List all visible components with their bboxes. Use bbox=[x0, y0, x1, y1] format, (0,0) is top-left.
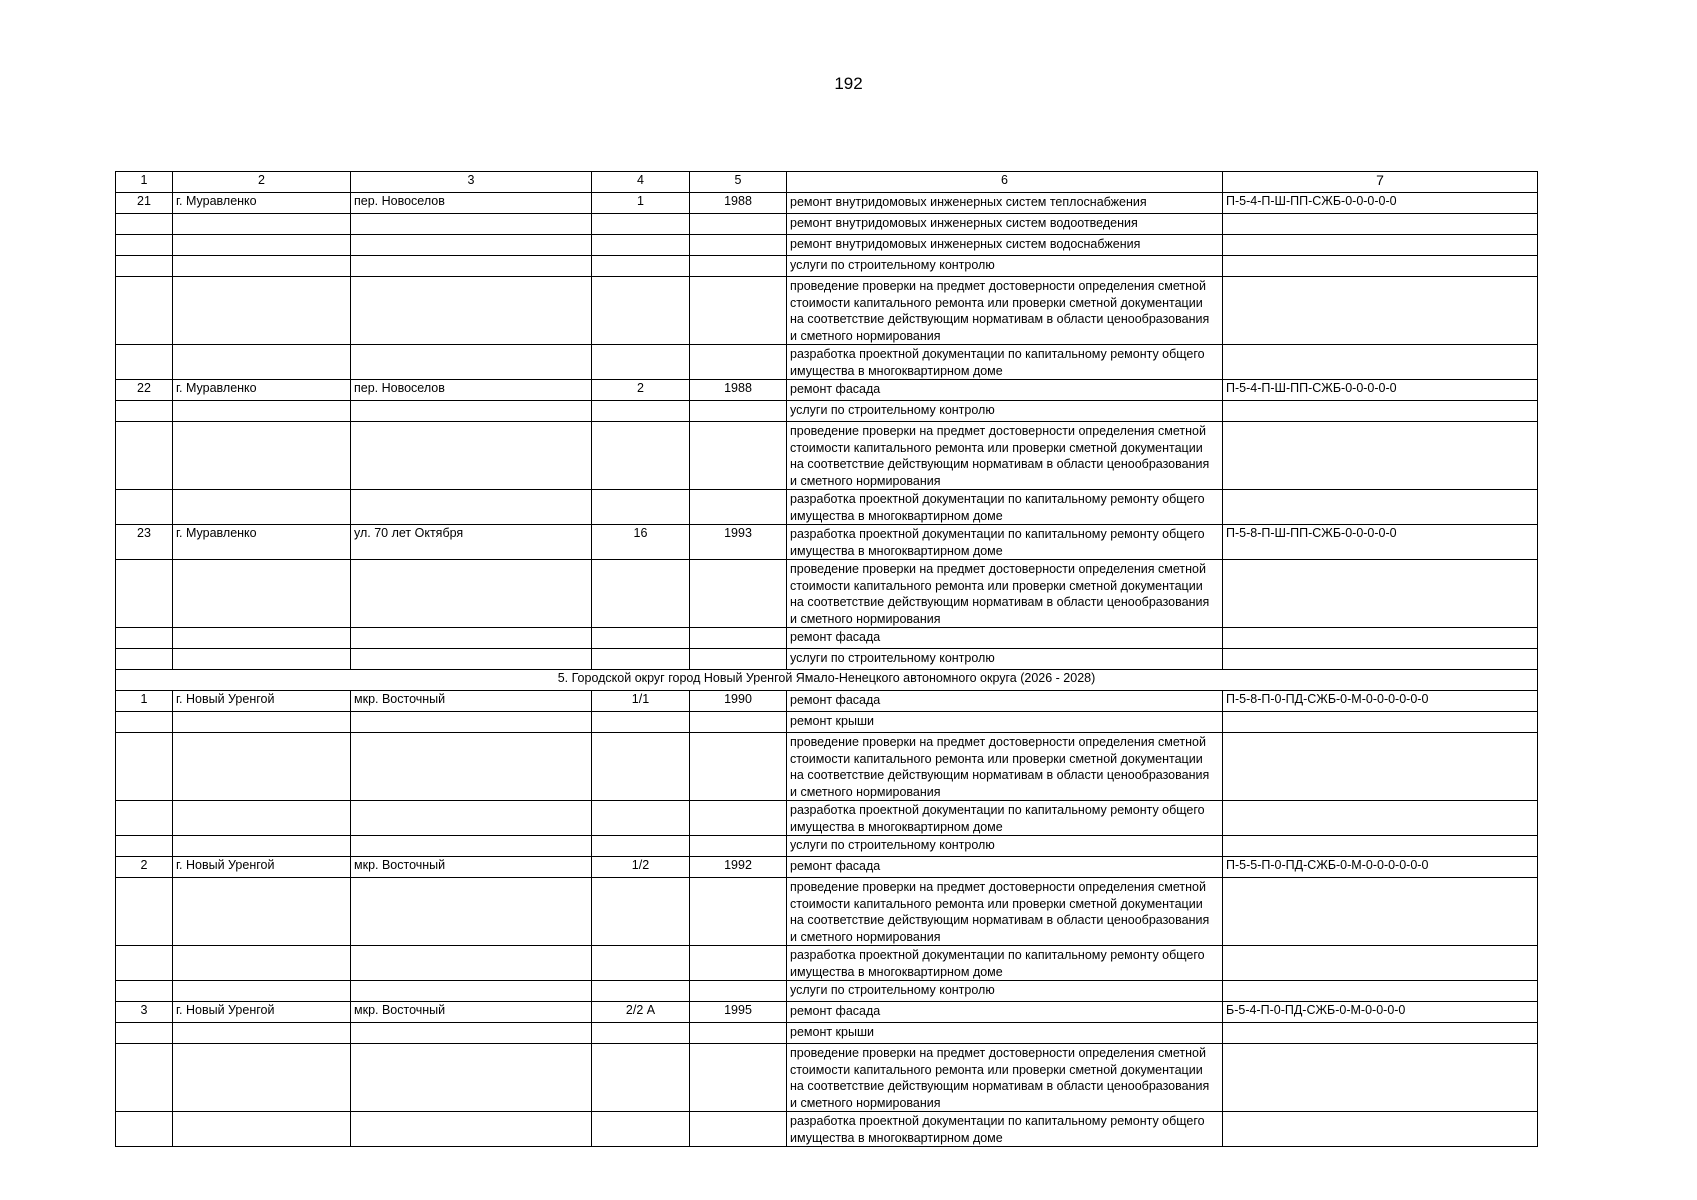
house-number-cell bbox=[592, 256, 690, 277]
street-cell: мкр. Восточный bbox=[351, 1002, 592, 1023]
house-number-cell bbox=[592, 1044, 690, 1112]
street-cell bbox=[351, 712, 592, 733]
row-number-cell: 22 bbox=[116, 380, 173, 401]
build-year-cell bbox=[690, 560, 787, 628]
table-row bbox=[116, 525, 1538, 560]
house-number-cell bbox=[592, 560, 690, 628]
row-number-cell bbox=[116, 214, 173, 235]
city-cell bbox=[173, 628, 351, 649]
city-cell bbox=[173, 345, 351, 380]
house-code-cell bbox=[1223, 277, 1538, 345]
build-year-cell bbox=[690, 235, 787, 256]
work-type-cell: разработка проектной документации по капитальному ремонту общего имущества в многоквартирном доме bbox=[787, 946, 1223, 981]
city-cell: г. Муравленко bbox=[173, 380, 351, 401]
house-code-cell: П-5-5-П-0-ПД-СЖБ-0-М-0-0-0-0-0-0 bbox=[1223, 857, 1538, 878]
house-number-cell bbox=[592, 733, 690, 801]
house-code-cell: П-5-8-П-0-ПД-СЖБ-0-М-0-0-0-0-0-0 bbox=[1223, 691, 1538, 712]
build-year-cell bbox=[690, 345, 787, 380]
table-row bbox=[116, 193, 1538, 214]
build-year-cell bbox=[690, 733, 787, 801]
row-number-cell bbox=[116, 1044, 173, 1112]
street-cell bbox=[351, 1023, 592, 1044]
table-row bbox=[116, 733, 1538, 801]
street-cell: мкр. Восточный bbox=[351, 857, 592, 878]
street-cell bbox=[351, 1112, 592, 1147]
row-number-cell bbox=[116, 946, 173, 981]
table-row bbox=[116, 560, 1538, 628]
row-number-cell bbox=[116, 733, 173, 801]
header-cell: 5 bbox=[690, 172, 787, 193]
street-cell bbox=[351, 801, 592, 836]
street-cell bbox=[351, 277, 592, 345]
street-cell bbox=[351, 649, 592, 670]
city-cell bbox=[173, 836, 351, 857]
table-row bbox=[116, 256, 1538, 277]
row-number-cell bbox=[116, 235, 173, 256]
street-cell: пер. Новоселов bbox=[351, 193, 592, 214]
house-code-cell bbox=[1223, 946, 1538, 981]
house-number-cell: 1 bbox=[592, 193, 690, 214]
city-cell: г. Муравленко bbox=[173, 193, 351, 214]
row-number-cell bbox=[116, 981, 173, 1002]
header-cell: 6 bbox=[787, 172, 1223, 193]
house-code-cell bbox=[1223, 345, 1538, 380]
build-year-cell: 1990 bbox=[690, 691, 787, 712]
house-code-cell bbox=[1223, 836, 1538, 857]
work-type-cell: проведение проверки на предмет достоверности определения сметной стоимости капитального ремонта или проверки сметной документации на соответствие действующим нормативам в области ценообразования и сметного нормирования bbox=[787, 1044, 1223, 1112]
section-title: 5. Городской округ город Новый Уренгой Ямало-Ненецкого автономного округа (2026 - 2028) bbox=[116, 670, 1538, 691]
row-number-cell bbox=[116, 277, 173, 345]
row-number-cell bbox=[116, 1112, 173, 1147]
build-year-cell bbox=[690, 1044, 787, 1112]
row-number-cell bbox=[116, 836, 173, 857]
house-number-cell bbox=[592, 1112, 690, 1147]
house-number-cell bbox=[592, 277, 690, 345]
street-cell bbox=[351, 401, 592, 422]
street-cell bbox=[351, 733, 592, 801]
work-type-cell: ремонт внутридомовых инженерных систем теплоснабжения bbox=[787, 193, 1223, 214]
build-year-cell bbox=[690, 214, 787, 235]
table-row bbox=[116, 981, 1538, 1002]
house-code-cell: Б-5-4-П-0-ПД-СЖБ-0-М-0-0-0-0 bbox=[1223, 1002, 1538, 1023]
house-code-cell bbox=[1223, 235, 1538, 256]
table-row bbox=[116, 649, 1538, 670]
work-type-cell: ремонт внутридомовых инженерных систем водоснабжения bbox=[787, 235, 1223, 256]
work-type-cell: проведение проверки на предмет достоверности определения сметной стоимости капитального ремонта или проверки сметной документации на соответствие действующим нормативам в области ценообразования и сметного нормирования bbox=[787, 733, 1223, 801]
house-code-cell bbox=[1223, 1023, 1538, 1044]
build-year-cell: 1992 bbox=[690, 857, 787, 878]
house-code-cell bbox=[1223, 801, 1538, 836]
house-code-cell bbox=[1223, 878, 1538, 946]
street-cell bbox=[351, 345, 592, 380]
work-type-cell: услуги по строительному контролю bbox=[787, 649, 1223, 670]
row-number-cell bbox=[116, 649, 173, 670]
city-cell bbox=[173, 733, 351, 801]
house-number-cell bbox=[592, 235, 690, 256]
table-row bbox=[116, 836, 1538, 857]
header-cell: 2 bbox=[173, 172, 351, 193]
build-year-cell bbox=[690, 712, 787, 733]
build-year-cell: 1988 bbox=[690, 193, 787, 214]
house-code-cell bbox=[1223, 1044, 1538, 1112]
street-cell bbox=[351, 946, 592, 981]
work-type-cell: проведение проверки на предмет достоверности определения сметной стоимости капитального ремонта или проверки сметной документации на соответствие действующим нормативам в области ценообразования и сметного нормирования bbox=[787, 422, 1223, 490]
city-cell bbox=[173, 235, 351, 256]
street-cell bbox=[351, 560, 592, 628]
house-number-cell: 1/1 bbox=[592, 691, 690, 712]
table-row bbox=[116, 401, 1538, 422]
build-year-cell bbox=[690, 878, 787, 946]
house-code-cell: П-5-8-П-Ш-ПП-СЖБ-0-0-0-0-0 bbox=[1223, 525, 1538, 560]
row-number-cell bbox=[116, 1023, 173, 1044]
house-code-cell bbox=[1223, 733, 1538, 801]
house-number-cell bbox=[592, 628, 690, 649]
page-number: 192 bbox=[834, 74, 863, 93]
build-year-cell bbox=[690, 649, 787, 670]
build-year-cell bbox=[690, 1023, 787, 1044]
build-year-cell bbox=[690, 801, 787, 836]
city-cell bbox=[173, 422, 351, 490]
city-cell bbox=[173, 1044, 351, 1112]
house-number-cell bbox=[592, 214, 690, 235]
house-code-cell bbox=[1223, 490, 1538, 525]
house-number-cell bbox=[592, 490, 690, 525]
city-cell bbox=[173, 1112, 351, 1147]
house-code-cell bbox=[1223, 981, 1538, 1002]
city-cell: г. Новый Уренгой bbox=[173, 857, 351, 878]
city-cell bbox=[173, 490, 351, 525]
city-cell bbox=[173, 801, 351, 836]
row-number-cell bbox=[116, 801, 173, 836]
city-cell bbox=[173, 981, 351, 1002]
table-row bbox=[116, 490, 1538, 525]
house-code-cell: П-5-4-П-Ш-ПП-СЖБ-0-0-0-0-0 bbox=[1223, 193, 1538, 214]
row-number-cell bbox=[116, 628, 173, 649]
city-cell bbox=[173, 214, 351, 235]
header-row bbox=[116, 172, 1538, 193]
table-row bbox=[116, 946, 1538, 981]
table-row bbox=[116, 691, 1538, 712]
house-number-cell bbox=[592, 801, 690, 836]
row-number-cell bbox=[116, 345, 173, 380]
work-type-cell: проведение проверки на предмет достоверности определения сметной стоимости капитального ремонта или проверки сметной документации на соответствие действующим нормативам в области ценообразования и сметного нормирования bbox=[787, 277, 1223, 345]
house-number-cell: 16 bbox=[592, 525, 690, 560]
build-year-cell bbox=[690, 422, 787, 490]
house-number-cell bbox=[592, 401, 690, 422]
house-number-cell: 1/2 bbox=[592, 857, 690, 878]
work-type-cell: ремонт внутридомовых инженерных систем водоотведения bbox=[787, 214, 1223, 235]
house-number-cell bbox=[592, 878, 690, 946]
header-cell: 1 bbox=[116, 172, 173, 193]
row-number-cell bbox=[116, 712, 173, 733]
build-year-cell bbox=[690, 946, 787, 981]
build-year-cell: 1988 bbox=[690, 380, 787, 401]
street-cell bbox=[351, 878, 592, 946]
work-type-cell: проведение проверки на предмет достоверности определения сметной стоимости капитального ремонта или проверки сметной документации на соответствие действующим нормативам в области ценообразования и сметного нормирования bbox=[787, 560, 1223, 628]
table-row bbox=[116, 1023, 1538, 1044]
row-number-cell bbox=[116, 256, 173, 277]
house-number-cell bbox=[592, 345, 690, 380]
table-row bbox=[116, 380, 1538, 401]
build-year-cell bbox=[690, 256, 787, 277]
build-year-cell bbox=[690, 981, 787, 1002]
house-number-cell bbox=[592, 649, 690, 670]
work-type-cell: ремонт фасада bbox=[787, 691, 1223, 712]
section-heading-row bbox=[116, 670, 1538, 691]
build-year-cell bbox=[690, 277, 787, 345]
table-row bbox=[116, 1002, 1538, 1023]
row-number-cell: 1 bbox=[116, 691, 173, 712]
city-cell: г. Муравленко bbox=[173, 525, 351, 560]
work-type-cell: ремонт фасада bbox=[787, 1002, 1223, 1023]
city-cell bbox=[173, 878, 351, 946]
house-code-cell bbox=[1223, 560, 1538, 628]
house-code-cell bbox=[1223, 214, 1538, 235]
city-cell bbox=[173, 1023, 351, 1044]
work-type-cell: разработка проектной документации по капитальному ремонту общего имущества в многоквартирном доме bbox=[787, 1112, 1223, 1147]
work-type-cell: разработка проектной документации по капитальному ремонту общего имущества в многоквартирном доме bbox=[787, 801, 1223, 836]
table-row bbox=[116, 277, 1538, 345]
work-type-cell: ремонт фасада bbox=[787, 628, 1223, 649]
row-number-cell bbox=[116, 422, 173, 490]
work-type-cell: проведение проверки на предмет достоверности определения сметной стоимости капитального ремонта или проверки сметной документации на соответствие действующим нормативам в области ценообразования и сметного нормирования bbox=[787, 878, 1223, 946]
house-number-cell bbox=[592, 1023, 690, 1044]
work-type-cell: разработка проектной документации по капитальному ремонту общего имущества в многоквартирном доме bbox=[787, 490, 1223, 525]
build-year-cell: 1993 bbox=[690, 525, 787, 560]
row-number-cell bbox=[116, 490, 173, 525]
row-number-cell bbox=[116, 560, 173, 628]
work-type-cell: ремонт крыши bbox=[787, 712, 1223, 733]
build-year-cell bbox=[690, 401, 787, 422]
table-row bbox=[116, 712, 1538, 733]
street-cell bbox=[351, 1044, 592, 1112]
house-code-cell bbox=[1223, 649, 1538, 670]
house-number-cell: 2 bbox=[592, 380, 690, 401]
house-number-cell bbox=[592, 712, 690, 733]
table-row bbox=[116, 878, 1538, 946]
table-row bbox=[116, 1112, 1538, 1147]
house-code-cell: П-5-4-П-Ш-ПП-СЖБ-0-0-0-0-0 bbox=[1223, 380, 1538, 401]
city-cell bbox=[173, 560, 351, 628]
build-year-cell: 1995 bbox=[690, 1002, 787, 1023]
table-row bbox=[116, 422, 1538, 490]
header-cell: 3 bbox=[351, 172, 592, 193]
street-cell bbox=[351, 628, 592, 649]
work-type-cell: услуги по строительному контролю bbox=[787, 256, 1223, 277]
row-number-cell: 23 bbox=[116, 525, 173, 560]
house-code-cell bbox=[1223, 422, 1538, 490]
house-number-cell bbox=[592, 981, 690, 1002]
street-cell bbox=[351, 214, 592, 235]
house-number-cell: 2/2 А bbox=[592, 1002, 690, 1023]
city-cell bbox=[173, 946, 351, 981]
house-code-cell bbox=[1223, 712, 1538, 733]
city-cell: г. Новый Уренгой bbox=[173, 1002, 351, 1023]
capital-repair-table bbox=[115, 171, 1538, 1147]
table-row bbox=[116, 628, 1538, 649]
street-cell: пер. Новоселов bbox=[351, 380, 592, 401]
row-number-cell bbox=[116, 878, 173, 946]
table-row bbox=[116, 1044, 1538, 1112]
work-type-cell: услуги по строительному контролю bbox=[787, 401, 1223, 422]
row-number-cell: 2 bbox=[116, 857, 173, 878]
row-number-cell: 21 bbox=[116, 193, 173, 214]
house-number-cell bbox=[592, 422, 690, 490]
city-cell bbox=[173, 277, 351, 345]
header-cell: 7 bbox=[1223, 172, 1538, 193]
street-cell bbox=[351, 256, 592, 277]
city-cell bbox=[173, 649, 351, 670]
work-type-cell: разработка проектной документации по капитальному ремонту общего имущества в многоквартирном доме bbox=[787, 345, 1223, 380]
row-number-cell: 3 bbox=[116, 1002, 173, 1023]
build-year-cell bbox=[690, 836, 787, 857]
build-year-cell bbox=[690, 628, 787, 649]
table-row bbox=[116, 801, 1538, 836]
work-type-cell: ремонт фасада bbox=[787, 857, 1223, 878]
table-row bbox=[116, 857, 1538, 878]
work-type-cell: ремонт крыши bbox=[787, 1023, 1223, 1044]
table-row bbox=[116, 235, 1538, 256]
street-cell: ул. 70 лет Октября bbox=[351, 525, 592, 560]
table-row bbox=[116, 345, 1538, 380]
build-year-cell bbox=[690, 490, 787, 525]
row-number-cell bbox=[116, 401, 173, 422]
work-type-cell: ремонт фасада bbox=[787, 380, 1223, 401]
house-code-cell bbox=[1223, 1112, 1538, 1147]
work-type-cell: услуги по строительному контролю bbox=[787, 981, 1223, 1002]
work-type-cell: услуги по строительному контролю bbox=[787, 836, 1223, 857]
city-cell: г. Новый Уренгой bbox=[173, 691, 351, 712]
build-year-cell bbox=[690, 1112, 787, 1147]
house-number-cell bbox=[592, 836, 690, 857]
city-cell bbox=[173, 401, 351, 422]
house-number-cell bbox=[592, 946, 690, 981]
street-cell bbox=[351, 836, 592, 857]
street-cell bbox=[351, 981, 592, 1002]
house-code-cell bbox=[1223, 401, 1538, 422]
header-cell: 4 bbox=[592, 172, 690, 193]
table-row bbox=[116, 214, 1538, 235]
street-cell bbox=[351, 490, 592, 525]
city-cell bbox=[173, 256, 351, 277]
street-cell: мкр. Восточный bbox=[351, 691, 592, 712]
work-type-cell: разработка проектной документации по капитальному ремонту общего имущества в многоквартирном доме bbox=[787, 525, 1223, 560]
house-code-cell bbox=[1223, 628, 1538, 649]
house-code-cell bbox=[1223, 256, 1538, 277]
street-cell bbox=[351, 422, 592, 490]
street-cell bbox=[351, 235, 592, 256]
city-cell bbox=[173, 712, 351, 733]
